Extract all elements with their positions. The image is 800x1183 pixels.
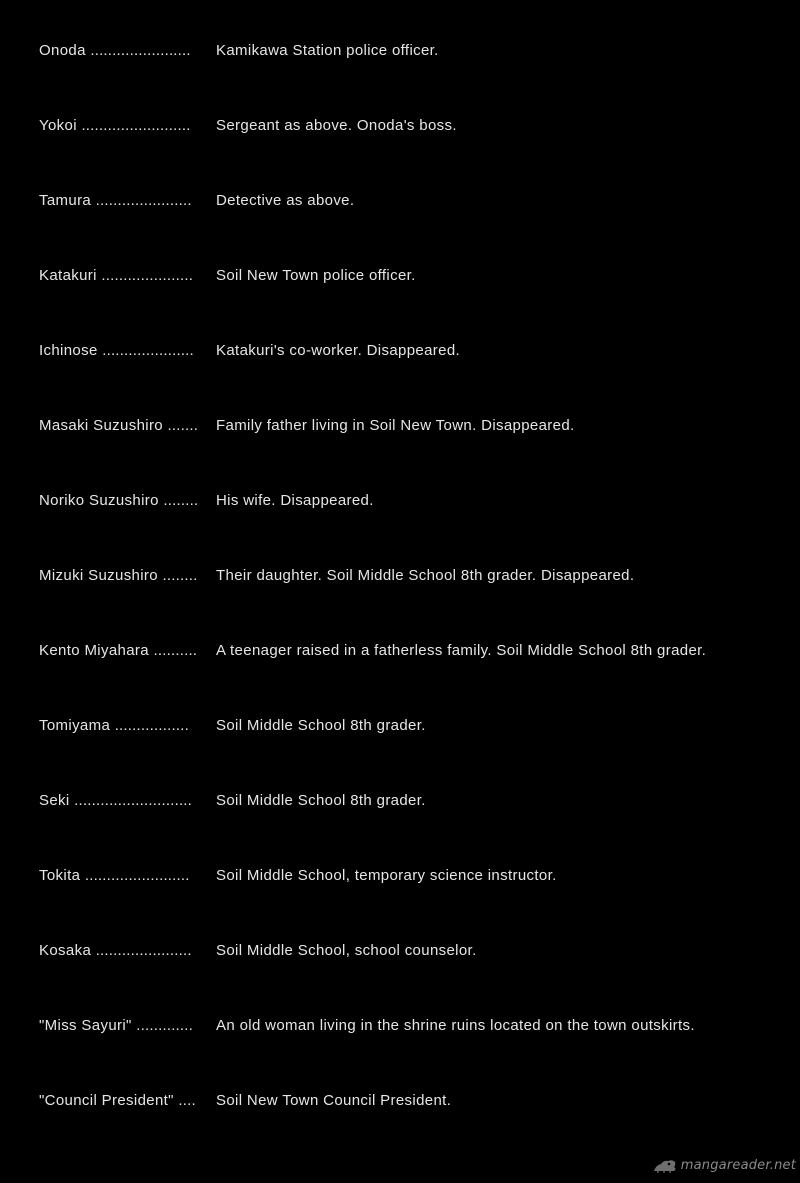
cast-row bbox=[39, 114, 794, 138]
cast-name: "Council President" bbox=[39, 1092, 174, 1109]
cast-name: Seki bbox=[39, 792, 70, 809]
cast-row bbox=[39, 414, 794, 438]
cast-row bbox=[39, 1014, 794, 1038]
cast-description: Soil Middle School 8th grader. bbox=[216, 717, 426, 734]
cast-name: Kento Miyahara bbox=[39, 642, 149, 659]
watermark bbox=[652, 1155, 796, 1175]
cast-leader-dots: ...................... bbox=[95, 192, 192, 209]
cast-row bbox=[39, 489, 794, 513]
cast-row bbox=[39, 939, 794, 963]
cast-leader-dots: ..................... bbox=[102, 342, 194, 359]
cast-row bbox=[39, 39, 794, 63]
cast-name: Katakuri bbox=[39, 267, 97, 284]
cast-description: Their daughter. Soil Middle School 8th grader. Disappeared. bbox=[216, 567, 635, 584]
cast-name: Tokita bbox=[39, 867, 81, 884]
cast-leader-dots: .......... bbox=[153, 642, 198, 659]
cast-description: Soil Middle School 8th grader. bbox=[216, 792, 426, 809]
cast-name: Mizuki Suzushiro bbox=[39, 567, 158, 584]
cast-description: Family father living in Soil New Town. Disappeared. bbox=[216, 417, 575, 434]
cast-description: Detective as above. bbox=[216, 192, 355, 209]
cast-leader-dots: ...................... bbox=[95, 942, 192, 959]
cast-description: His wife. Disappeared. bbox=[216, 492, 374, 509]
cast-description: A teenager raised in a fatherless family. Soil Middle School 8th grader. bbox=[216, 642, 707, 659]
cast-row bbox=[39, 339, 794, 363]
cast-leader-dots: ........................ bbox=[84, 867, 190, 884]
cast-leader-dots: ........ bbox=[162, 567, 198, 584]
cast-leader-dots: ....... bbox=[167, 417, 199, 434]
cast-name: Tamura bbox=[39, 192, 92, 209]
mascot-icon bbox=[652, 1156, 678, 1174]
cast-row bbox=[39, 1089, 794, 1113]
cast-leader-dots: ........ bbox=[163, 492, 199, 509]
cast-name: Masaki Suzushiro bbox=[39, 417, 163, 434]
cast-leader-dots: ................. bbox=[114, 717, 189, 734]
cast-description: An old woman living in the shrine ruins located on the town outskirts. bbox=[216, 1017, 695, 1034]
cast-name: Ichinose bbox=[39, 342, 98, 359]
cast-name: Noriko Suzushiro bbox=[39, 492, 159, 509]
cast-description: Soil New Town police officer. bbox=[216, 267, 416, 284]
cast-row bbox=[39, 189, 794, 213]
cast-name: Tomiyama bbox=[39, 717, 111, 734]
cast-name: Onoda bbox=[39, 42, 86, 59]
cast-description: Soil Middle School, school counselor. bbox=[216, 942, 477, 959]
cast-row bbox=[39, 864, 794, 888]
cast-description: Sergeant as above. Onoda's boss. bbox=[216, 117, 457, 134]
cast-row bbox=[39, 714, 794, 738]
cast-leader-dots: ..................... bbox=[101, 267, 194, 284]
cast-name: "Miss Sayuri" bbox=[39, 1017, 132, 1034]
cast-description: Kamikawa Station police officer. bbox=[216, 42, 439, 59]
watermark-text: mangareader.net bbox=[680, 1157, 796, 1173]
cast-name: Yokoi bbox=[39, 117, 77, 134]
cast-description: Soil New Town Council President. bbox=[216, 1092, 452, 1109]
cast-leader-dots: ............. bbox=[136, 1017, 194, 1034]
cast-row bbox=[39, 564, 794, 588]
cast-row bbox=[39, 789, 794, 813]
cast-name: Kosaka bbox=[39, 942, 92, 959]
cast-leader-dots: ......................... bbox=[81, 117, 191, 134]
cast-description: Katakuri's co-worker. Disappeared. bbox=[216, 342, 461, 359]
cast-description: Soil Middle School, temporary science instructor. bbox=[216, 867, 557, 884]
cast-leader-dots: ........................... bbox=[74, 792, 193, 809]
cast-row bbox=[39, 639, 794, 663]
cast-leader-dots: ....................... bbox=[90, 42, 191, 59]
cast-leader-dots: .... bbox=[178, 1092, 196, 1109]
cast-row bbox=[39, 264, 794, 288]
